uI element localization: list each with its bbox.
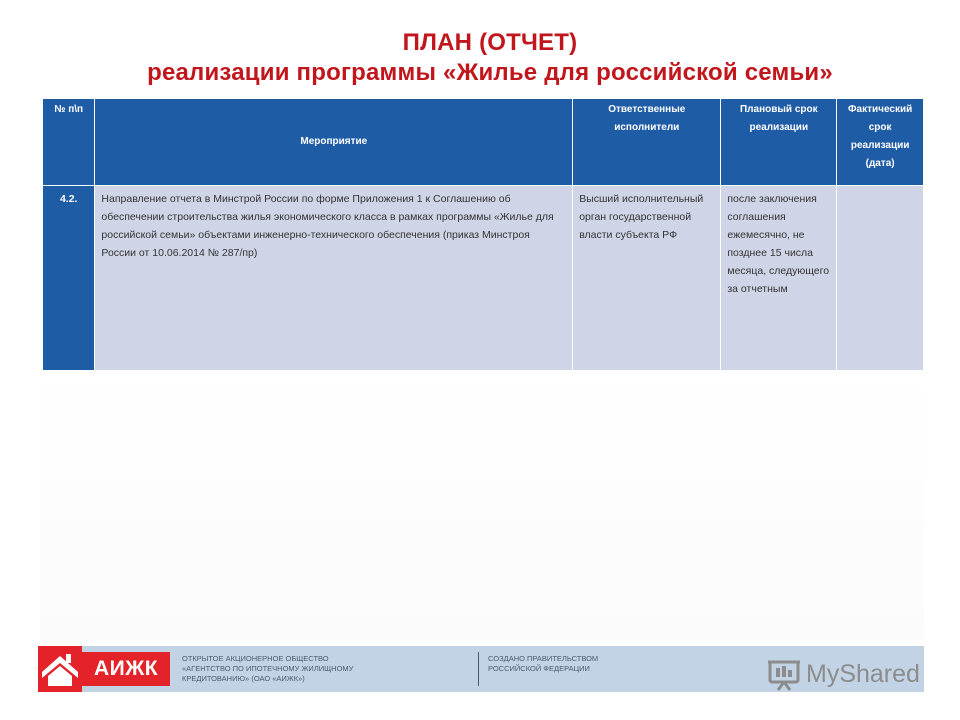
table-header-row: [43, 99, 924, 186]
cell-event: Направление отчета в Минстрой России по форме Приложения 1 к Соглашению об обеспечении строительства жилья экономического класса в рамках программы «Жилье для российской семьи» объектами инженерно-технического обеспечения (приказ Минстроя России от 10.06.2014 № 287/пр): [95, 186, 573, 371]
org-line-3: КРЕДИТОВАНИЮ» (ОАО «АИЖК»): [182, 674, 305, 683]
gov-note: [488, 654, 688, 674]
aizhk-logo: [38, 646, 172, 692]
org-line-1: ОТКРЫТОЕ АКЦИОНЕРНОЕ ОБЩЕСТВО: [182, 654, 329, 663]
org-line-2: «АГЕНТСТВО ПО ИПОТЕЧНОМУ ЖИЛИЩНОМУ: [182, 664, 354, 673]
presentation-board-icon: [766, 656, 802, 692]
header-responsible: Ответственные исполнители: [573, 99, 721, 186]
header-actual: Фактический срок реализации (дата): [837, 99, 924, 186]
title-line-1: ПЛАН (ОТЧЕТ): [402, 29, 578, 56]
watermark-text: MyShared: [806, 660, 920, 688]
gov-line-1: СОЗДАНО ПРАВИТЕЛЬСТВОМ: [488, 654, 599, 663]
house-roof-icon: [38, 646, 82, 692]
footer-divider: [478, 652, 479, 686]
cell-actual: [837, 186, 924, 371]
page-title: [0, 28, 960, 88]
header-planned: Плановый срок реализации: [721, 99, 837, 186]
plan-table: [42, 98, 924, 371]
header-num: № п\п: [43, 99, 95, 186]
table-row: [43, 186, 924, 371]
cell-num: 4.2.: [43, 186, 95, 371]
logo-text: АИЖК: [82, 652, 170, 686]
title-line-2: реализации программы «Жилье для российской семьи»: [147, 59, 833, 86]
gov-line-2: РОССИЙСКОЙ ФЕДЕРАЦИИ: [488, 664, 590, 673]
org-name: [182, 654, 472, 684]
myshared-watermark: [766, 656, 926, 692]
header-event: Мероприятие: [95, 99, 573, 186]
cell-responsible: Высший исполнительный орган государственной власти субъекта РФ: [573, 186, 721, 371]
cell-planned: после заключения соглашения ежемесячно, не позднее 15 числа месяца, следующего за отчетным: [721, 186, 837, 371]
